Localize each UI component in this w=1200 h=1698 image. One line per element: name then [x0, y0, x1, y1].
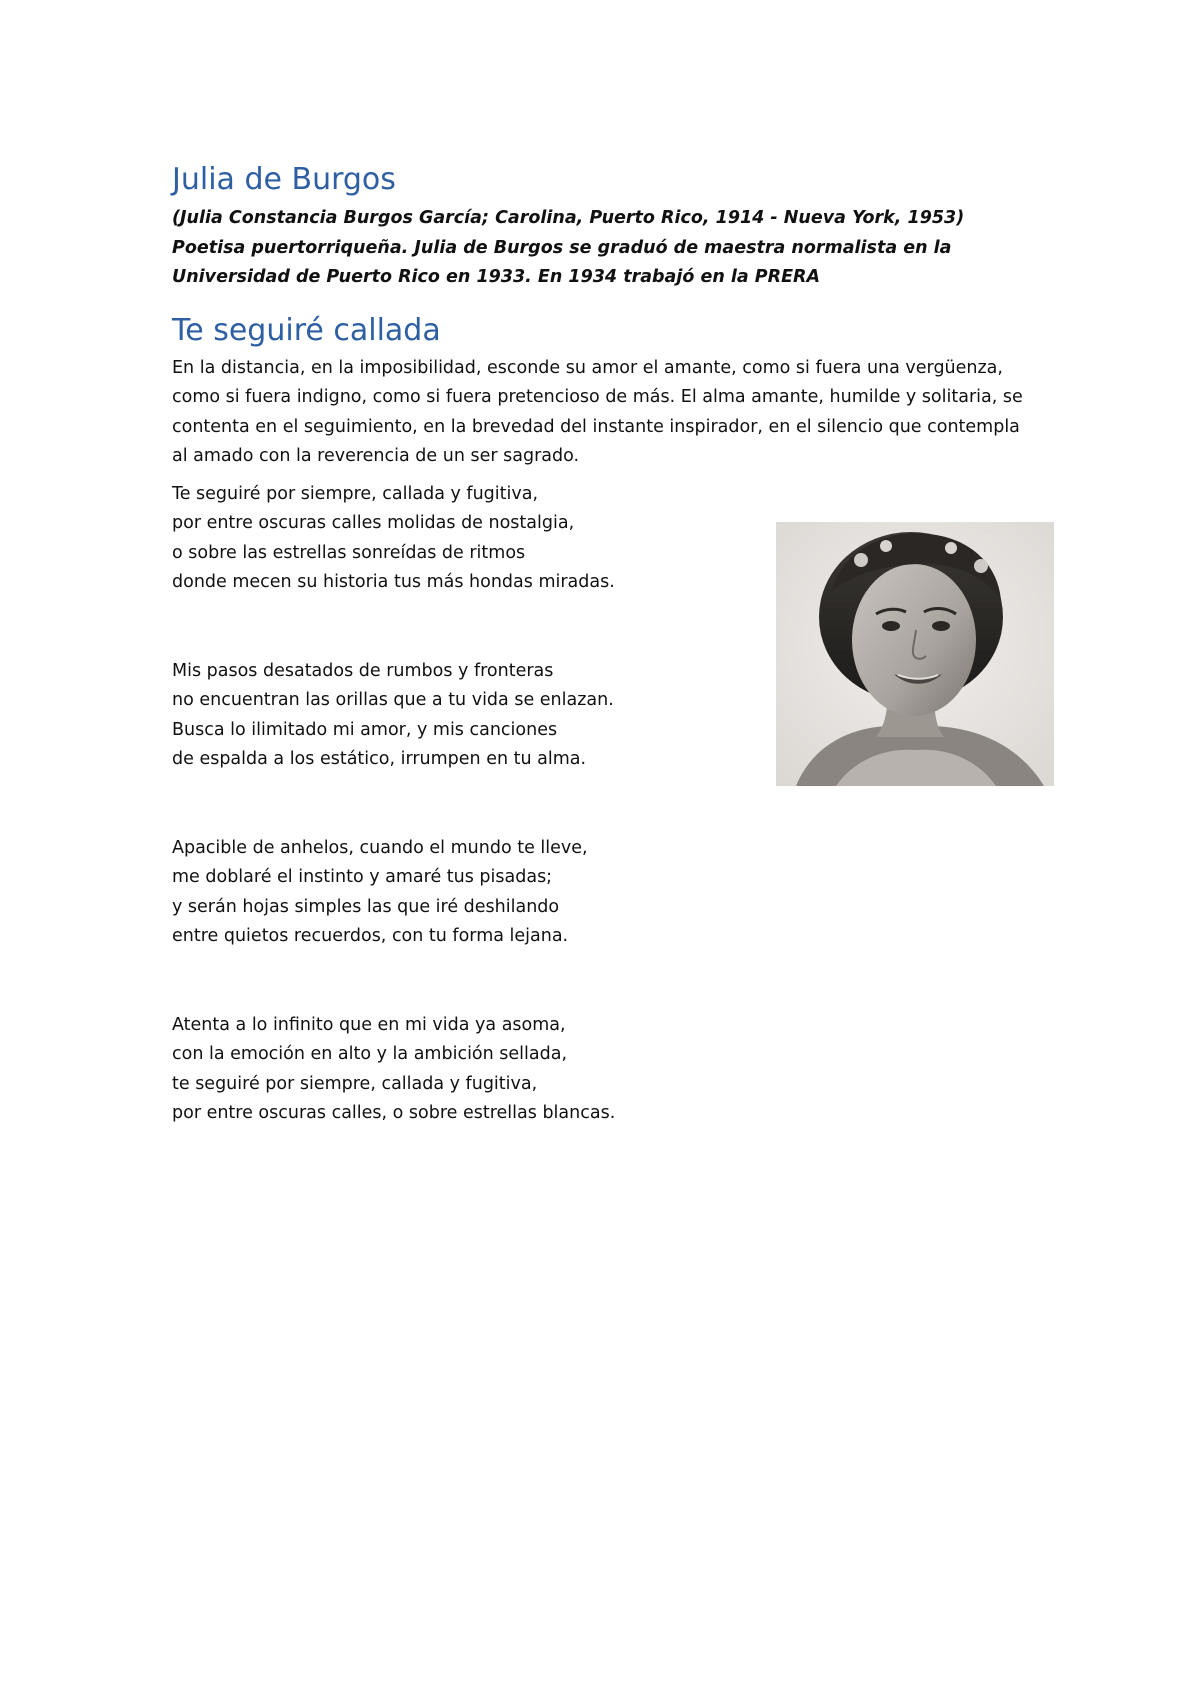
poem-line: o sobre las estrellas sonreídas de ritmos [172, 542, 526, 563]
poem-line: Apacible de anhelos, cuando el mundo te lleve, [172, 837, 588, 858]
poem-line: donde mecen su historia tus más hondas miradas. [172, 572, 615, 592]
poem-stanza-4 [172, 1011, 1032, 1129]
poem-line: Te seguiré por siempre, callada y fugitiva, [172, 483, 539, 504]
poem-line: Busca lo ilimitado mi amor, y mis canciones [172, 719, 558, 740]
author-heading: Julia de Burgos [172, 162, 396, 197]
portrait-photo-icon [776, 522, 1054, 786]
poem-line: de espalda a los estático, irrumpen en tu alma. [172, 749, 587, 769]
poem-title: Te seguiré callada [172, 312, 441, 348]
poem-stanza-3 [172, 834, 1032, 952]
poem-line: Atenta a lo infinito que en mi vida ya asoma, [172, 1014, 566, 1035]
poem-line: Mis pasos desatados de rumbos y fronteras [172, 660, 554, 681]
poem-description: En la distancia, en la imposibilidad, esconde su amor el amante, como si fuera una vergüenza, como si fuera indigno, como si fuera pretencioso de más. El alma amante, humilde y solitaria, se contenta en el seguimiento, en la brevedad del instante inspirador, en el silencio que contempla al amado con la reverencia de un ser sagrado. [172, 357, 1023, 466]
poem-line: por entre oscuras calles molidas de nostalgia, [172, 513, 575, 533]
poem-line: no encuentran las orillas que a tu vida se enlazan. [172, 690, 614, 710]
poem-line: y serán hojas simples las que iré deshilando [172, 896, 560, 917]
poem-line: te seguiré por siempre, callada y fugitiva, [172, 1073, 538, 1094]
poem-line: con la emoción en alto y la ambición sellada, [172, 1044, 568, 1064]
poem-line: me doblaré el instinto y amaré tus pisadas; [172, 867, 553, 887]
author-bio: (Julia Constancia Burgos García; Carolina, Puerto Rico, 1914 - Nueva York, 1953) Poetisa puertorriqueña. Julia de Burgos se graduó de maestra normalista en la Universidad de Puerto Rico en 1933. En 1934 trabajó en la PRERA [172, 208, 965, 287]
poem-line: entre quietos recuerdos, con tu forma lejana. [172, 926, 569, 946]
poem-line: por entre oscuras calles, o sobre estrellas blancas. [172, 1103, 616, 1123]
